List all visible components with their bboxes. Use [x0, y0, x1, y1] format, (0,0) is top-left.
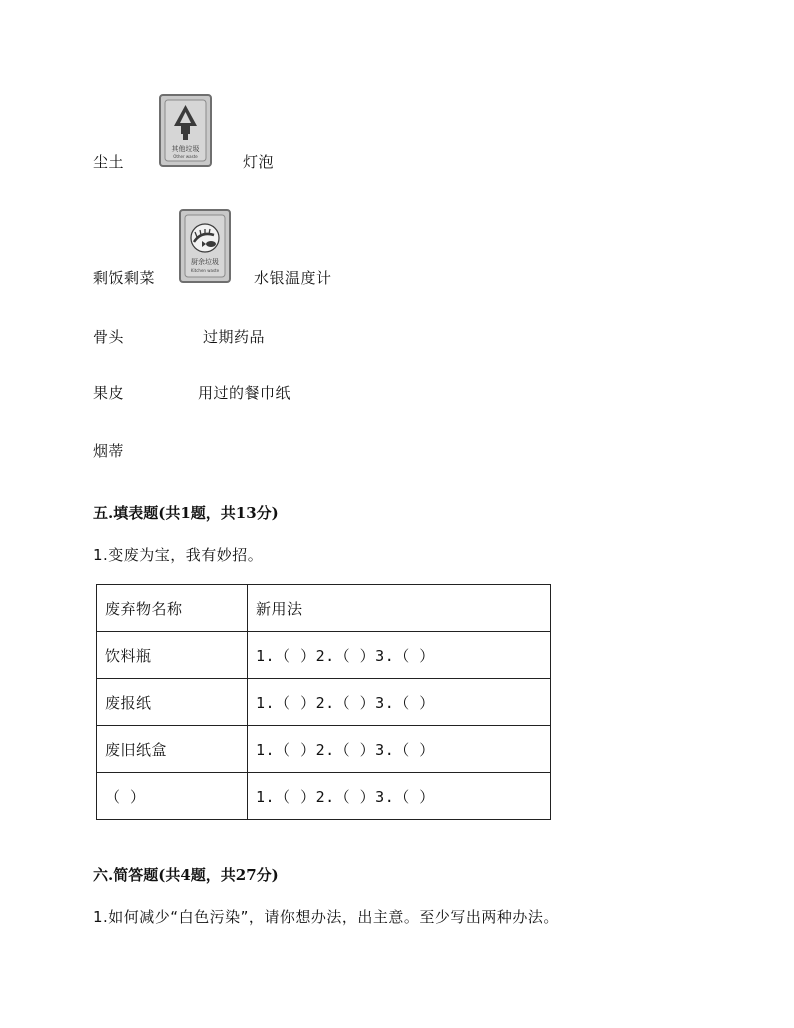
table-row [97, 679, 551, 726]
table-cell-name-blank[interactable]: （ ） [97, 773, 248, 820]
table-header-row [97, 585, 551, 632]
table-cell-usage[interactable]: 1.（ ）2.（ ）3.（ ） [248, 773, 551, 820]
other-waste-sign [159, 94, 212, 167]
kitchen-waste-sublabel: Kitchen waste [190, 268, 220, 273]
section5-question: 1.变废为宝，我有妙招。 [93, 546, 264, 564]
table-header-cell: 废弃物名称 [97, 585, 248, 632]
left-item-leftovers: 剩饭剩菜 [93, 269, 156, 287]
table-cell-usage[interactable]: 1.（ ）2.（ ）3.（ ） [248, 632, 551, 679]
kitchen-waste-label: 厨余垃圾 [191, 258, 219, 266]
table-cell-usage[interactable]: 1.（ ）2.（ ）3.（ ） [248, 726, 551, 773]
left-item-cigarette-butt: 烟蒂 [93, 442, 125, 460]
other-waste-label: 其他垃圾 [171, 145, 200, 153]
table-row [97, 632, 551, 679]
section5-heading: 五.填表题(共1题，共13分) [93, 504, 279, 522]
other-waste-sublabel: Other waste [173, 154, 198, 159]
section6-heading: 六.简答题(共4题，共27分) [93, 866, 279, 884]
table-cell-name: 废报纸 [97, 679, 248, 726]
section6-question: 1.如何减少“白色污染”，请你想办法，出主意。至少写出两种办法。 [93, 908, 559, 926]
table-header-cell: 新用法 [248, 585, 551, 632]
table-row [97, 773, 551, 820]
table-row [97, 726, 551, 773]
right-item-light-bulb: 灯泡 [243, 153, 275, 171]
right-item-expired-medicine: 过期药品 [203, 328, 266, 346]
recycling-table [96, 584, 551, 820]
left-item-dust: 尘土 [93, 153, 125, 171]
table-cell-name: 废旧纸盒 [97, 726, 248, 773]
right-item-used-napkin: 用过的餐巾纸 [198, 384, 292, 402]
table-cell-name: 饮料瓶 [97, 632, 248, 679]
table-cell-usage[interactable]: 1.（ ）2.（ ）3.（ ） [248, 679, 551, 726]
left-item-bones: 骨头 [93, 328, 125, 346]
kitchen-waste-sign [179, 209, 231, 283]
left-item-fruit-peel: 果皮 [93, 384, 125, 402]
right-item-mercury-thermometer: 水银温度计 [254, 269, 332, 287]
